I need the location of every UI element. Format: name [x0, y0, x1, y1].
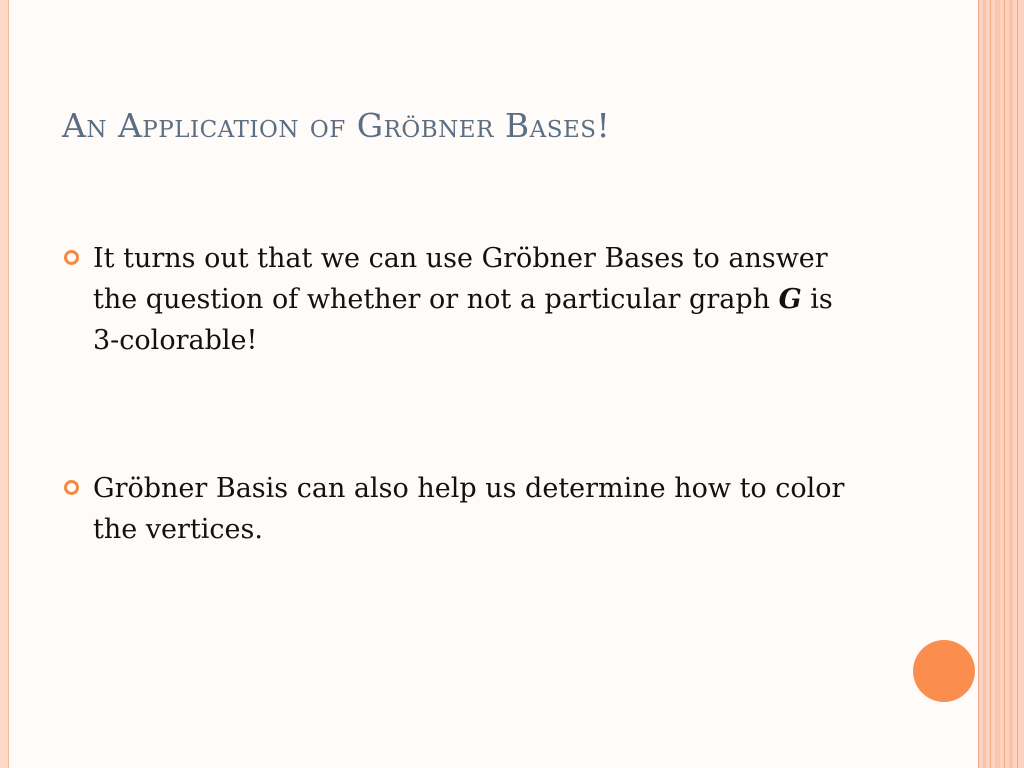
right-border-stripe — [1017, 0, 1018, 768]
left-border-frame — [0, 0, 9, 768]
right-border-stripe — [1009, 0, 1013, 768]
bullet-ring-icon — [64, 250, 79, 265]
bullet-text-end: is 3-colorable! — [93, 284, 833, 356]
graph-variable-g: G — [778, 284, 802, 315]
right-border-stripe — [983, 0, 986, 768]
bullet-list — [64, 238, 864, 550]
bullet-ring-icon — [64, 480, 79, 495]
decorative-orange-circle — [913, 640, 975, 702]
bullet-item-3-colorable — [64, 238, 864, 361]
right-border-stripe — [1004, 0, 1005, 768]
right-border-stripe — [990, 0, 991, 768]
right-border-stripe — [978, 0, 979, 768]
slide-title: An Application of Gröbner Bases! — [62, 106, 611, 145]
right-border-stripe — [995, 0, 1000, 768]
bullet-text-start: It turns out that we can use Gröbner Bases to answer the question of whether or not a particular graph — [93, 243, 828, 315]
bullet-text: Gröbner Basis can also help us determine how to color the vertices. — [93, 473, 845, 545]
bullet-item-color-vertices — [64, 468, 864, 550]
